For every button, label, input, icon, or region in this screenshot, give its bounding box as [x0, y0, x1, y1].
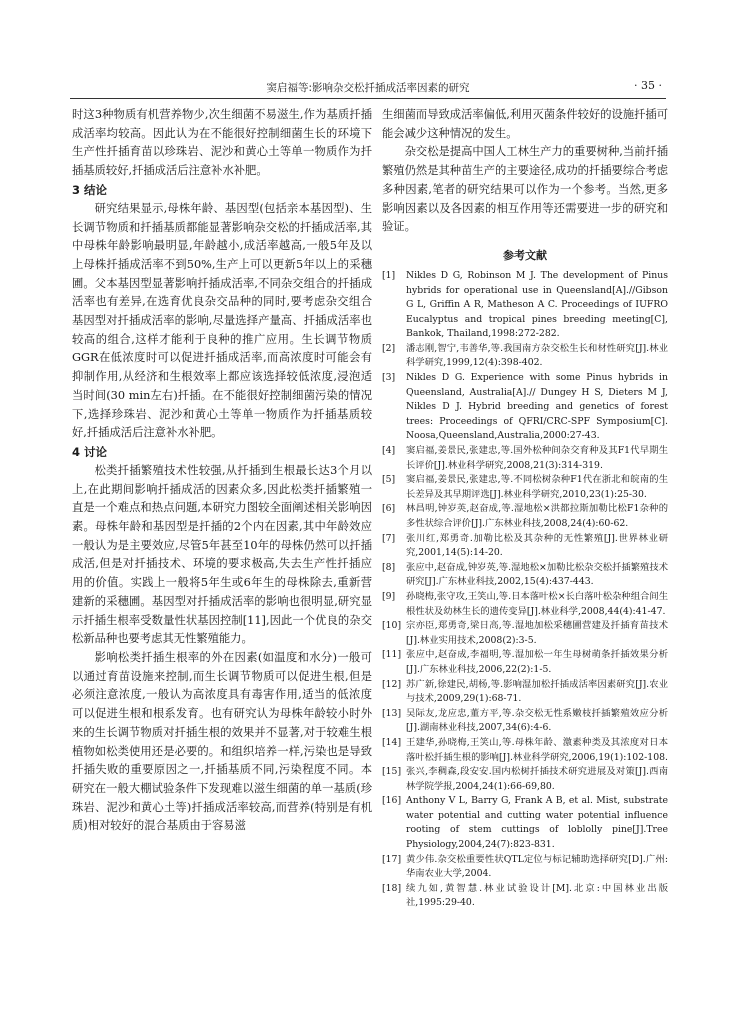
body-paragraph: 影响松类扦插生根率的外在因素(如温度和水分)一般可以通过育苗设施来控制,而生长调节物质可以促进生根,但是必须注意浓度,一般认为高浓度具有毒害作用,适当的低浓度可以促进生根和根系发育。也有研究认为母株年龄较小时外来的生长调节物质对扦插生根的效果并不显著,对于较难生根植物如松类使用还是必要的。和组织培养一样,污染也是导致扦插失败的重要原因之一,扦插基质不同,污染程度不同。本研究在一般大棚试验条件下发现难以滋生细菌的单一基质(珍珠岩、泥沙和黄心土等)扦插成活率较高,而营养(特别是有机质)相对较好的混合基质由于容易滋 [72, 650, 372, 833]
body-paragraph: 杂交松是提高中国人工林生产力的重要树种,当前扦插繁殖仍然是其种苗生产的主要途径,成功的扦插要综合考虑多种因素,笔者的研究结果可以作为一个参考。当然,更多影响因素以及各因素的相互作用等还需要进一步的研究和验证。 [382, 145, 669, 234]
reference-number: [4] [382, 445, 396, 457]
reference-item [382, 561, 668, 590]
body-paragraph: 生细菌而导致成活率偏低,利用灭菌条件较好的设施扦插可能会减少这种情况的发生。 [382, 108, 669, 140]
reference-list [382, 269, 668, 911]
left-column [72, 106, 372, 836]
reference-item [382, 342, 668, 371]
reference-number: [16] [382, 795, 402, 807]
reference-item [382, 269, 668, 342]
reference-item [382, 765, 668, 794]
reference-text: Nikles D G. Experience with some Pinus hybrids in Queensland, Australia[A].// Dungey H S, Dieters M J, Nikles D J. Hybrid breeding and genetics of forest trees: Proceedings of QFRI/CRC-SPF Symposium[C]. Noosa,Queensland,Australia,2000:27-43. [406, 372, 668, 442]
reference-number: [14] [382, 736, 402, 748]
reference-number: [6] [382, 503, 396, 515]
reference-number: [12] [382, 678, 402, 690]
running-header [70, 78, 666, 99]
reference-number: [5] [382, 474, 396, 486]
reference-text: 黄少伟.杂交松重要性状QTL定位与标记辅助选择研究[D].广州:华南农业大学,2004. [406, 853, 668, 880]
reference-item [382, 882, 668, 911]
reference-text: Nikles D G, Robinson M J. The development of Pinus hybrids for operational use in Queensland[A].//Gibson G L, Griffin A R, Matheson A C. Proceedings of IUFRO Eucalyptus and tropical pines breeding meeting[C], Bankok, Thailand,1998:272-282. [406, 269, 668, 340]
right-column [382, 106, 668, 911]
reference-number: [3] [382, 372, 396, 384]
references-heading: 参考文献 [503, 248, 547, 262]
reference-text: 宗亦臣,郑勇奇,梁日高,等.湿地加松采穗圃营建及扦插育苗技术[J].林业实用技术,2008(2):3-5. [406, 620, 668, 646]
body-paragraph: 研究结果显示,母株年龄、基因型(包括亲本基因型)、生长调节物质和扦插基质都能显著影响杂交松的扦插成活率,其中母株年龄影响最明显,年龄越小,成活率越高,一般5年及以上母株扦插成活率不到50%,生产上可以更新5年以上的采穗圃。父本基因型显著影响扦插成活率,不同杂交组合的扦插成活率也有差异,在选育优良杂交品种的同时,要考虑杂交组合基因型对扦插成活率的影响,尽量选择产量高、扦插成活率也较高的组合,这样才能利于良种的推广应用。生长调节物质GGR在低浓度时可以促进扦插成活率,而高浓度时可能会有抑制作用,从经济和生根效率上都应该选择较低浓度,浸泡适当时间(30 min左右)扦插。在不能很好控制细菌污染的情况下,选择珍珠岩、泥沙和黄心土等单一物质作为扦插基质较好,扦插成活后注意补水补肥。 [72, 201, 372, 440]
reference-item [382, 707, 668, 736]
reference-item [382, 648, 668, 677]
section-heading-discussion: 4 讨论 [72, 444, 108, 459]
reference-number: [11] [382, 649, 402, 661]
section-heading-conclusion: 3 结论 [72, 182, 108, 197]
reference-text: Anthony V L, Barry G, Frank A B, et al. Mist, substrate water potential and cutting water potential influence rooting of stem cuttings of loblolly pine[J].Tree Physiology,2004,24(7):823-831. [406, 795, 668, 851]
body-paragraph: 时这3种物质有机营养物少,次生细菌不易滋生,作为基质扦插成活率均较高。因此认为在不能很好控制细菌生长的环境下生产性扦插育苗以珍珠岩、泥沙和黄心土等单一物质作为扦插基质较好,扦插成活后注意补水补肥。 [72, 108, 372, 178]
reference-number: [10] [382, 620, 402, 632]
reference-item [382, 590, 668, 619]
reference-number: [18] [382, 882, 402, 894]
reference-number: [7] [382, 532, 396, 544]
reference-number: [1] [382, 269, 396, 281]
reference-item [382, 794, 668, 852]
reference-number: [17] [382, 853, 402, 865]
reference-text: 张应中,赵奋成,李福明,等.湿加松一年生母树萌条扦插效果分析[J].广东林业科技,2006,22(2):1-5. [406, 649, 668, 675]
reference-text: 窦启福,姜景民,张建忠,等.国外松种间杂交育种及其F1代早期生长评价[J].林业科学研究,2008,21(3):314-319. [406, 445, 668, 471]
reference-item [382, 502, 668, 531]
reference-text: 潘志刚,智宁,韦善华,等.我国南方杂交松生长和材性研究[J].林业科学研究,1999,12(4):398-402. [406, 342, 668, 369]
reference-item [382, 736, 668, 765]
reference-number: [2] [382, 342, 396, 354]
reference-text: 苏广新,徐建民,胡杨,等.影响湿加松扦插成活率因素研究[J].农业与技术,2009,29(1):68-71. [406, 678, 668, 705]
reference-item [382, 371, 668, 444]
reference-text: 张兴,李稠森,段安安.国内松树扦插技术研究进展及对策[J].西南林学院学报,2004,24(1):66-69,80. [406, 766, 668, 792]
reference-text: 张川红,郑勇奇.加勒比松及其杂种的无性繁殖[J].世界林业研究,2001,14(5):14-20. [406, 532, 668, 559]
reference-number: [13] [382, 707, 402, 719]
reference-number: [8] [382, 561, 396, 573]
reference-item [382, 619, 668, 648]
reference-item [382, 473, 668, 502]
reference-text: 林昌明,钟岁英,赵奋成,等.湿地松×洪都拉斯加勒比松F1杂种的多性状综合评价[J].广东林业科技,2008,24(4):60-62. [406, 503, 668, 530]
running-title: 窦启福等:影响杂交松扦插成活率因素的研究 [266, 82, 470, 94]
reference-item [382, 444, 668, 473]
reference-item [382, 678, 668, 707]
reference-text: 续九如,黄智慧.林业试验设计[M].北京:中国林业出版社,1995:29-40. [406, 882, 668, 909]
body-paragraph: 松类扦插繁殖技术性较强,从扦插到生根最长达3个月以上,在此期间影响扦插成活的因素众多,因此松类扦插繁殖一直是一个难点和热点问题,本研究力图较全面阐述相关影响因素。母株年龄和基因型是扦插的2个内在因素,其中年龄效应一般认为是主要效应,尽管5年甚至10年的母株仍然可以扦插成活,但是对扦插技术、环境的要求极高,失去生产性扦插应用的价值。实践上一般将5年生或6年生的母株除去,重新营建新的采穗圃。基因型对扦插成活率的影响也很明显,研究显示扦插生根率受数量性状基因控制[11],因此一个优良的杂交松新品种也要考虑其无性繁殖能力。 [72, 463, 372, 646]
reference-text: 窦启福,姜景民,张建忠,等.不同松树杂种F1代在浙北和皖南的生长差异及其早期评选[J].林业科学研究,2010,23(1):25-30. [406, 474, 668, 500]
reference-text: 吴际友,龙应忠,董方平,等.杂交松无性系嫩枝扦插繁殖效应分析[J].湖南林业科技,2007,34(6):4-6. [406, 707, 668, 734]
reference-number: [15] [382, 766, 402, 778]
reference-item [382, 853, 668, 882]
reference-item [382, 532, 668, 561]
reference-text: 孙晓梅,张守攻,王笑山,等.日本落叶松×长白落叶松杂种组合间生根性状及幼林生长的遗传变异[J].林业科学,2008,44(4):41-47. [406, 590, 668, 617]
page-number: · 35 · [634, 79, 662, 92]
reference-text: 王建华,孙晓梅,王笑山,等.母株年龄、激素种类及其浓度对日本落叶松扦插生根的影响[J].林业科学研究,2006,19(1):102-108. [406, 736, 668, 763]
reference-number: [9] [382, 590, 396, 602]
reference-text: 张应中,赵奋成,钟岁英,等.湿地松×加勒比松杂交松扦插繁殖技术研究[J].广东林业科技,2002,15(4):437-443. [406, 561, 668, 588]
